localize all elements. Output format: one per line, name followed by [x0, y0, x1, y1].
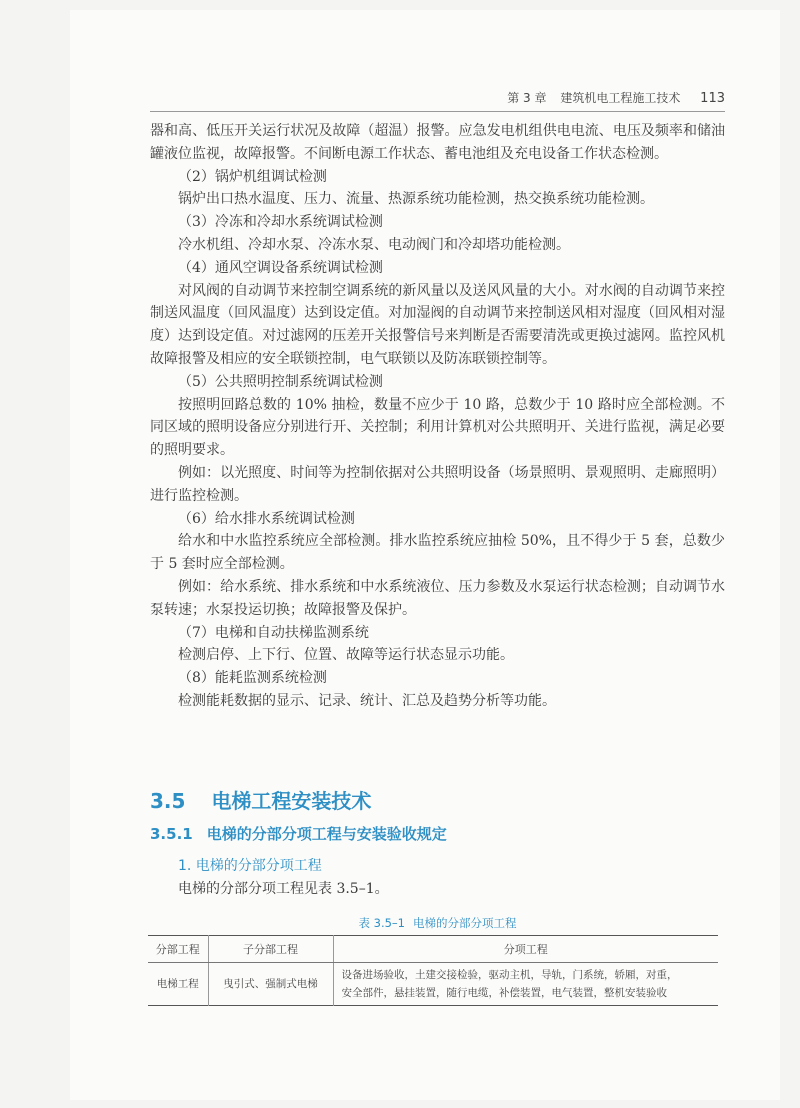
- paragraph: 例如：以光照度、时间等为控制依据对公共照明设备（场景照明、景观照明、走廊照明）进行监控检测。: [150, 464, 725, 504]
- table-row: [148, 963, 718, 1006]
- paragraph: 检测能耗数据的显示、记录、统计、汇总及趋势分析等功能。: [178, 692, 556, 709]
- cell-division: 电梯工程: [148, 963, 208, 1006]
- paragraph: 锅炉出口热水温度、压力、流量、热源系统功能检测，热交换系统功能检测。: [178, 191, 654, 208]
- item-heading-7: （7）电梯和自动扶梯监测系统: [178, 624, 369, 641]
- header-subdivision: 子分部工程: [208, 936, 333, 963]
- subsection-heading: [150, 823, 447, 844]
- subsection-title: 电梯的分部分项工程与安装验收规定: [206, 825, 447, 843]
- paragraph: 对风阀的自动调节来控制空调系统的新风量以及送风风量的大小。对水阀的自动调节来控制送风温度（回风温度）达到设定值。对加湿阀的自动调节来控制送风相对湿度（回风相对湿度）达到设定值。对过滤网的压差开关报警信号来判断是否需要清洗或更换过滤网。监控风机故障报警及相应的安全联锁控制，电气联锁以及防冻联锁控制等。: [150, 282, 725, 367]
- elevator-works-table: [148, 935, 718, 1006]
- table-reference: 电梯的分部分项工程见表 3.5–1。: [178, 881, 389, 897]
- body-text: [150, 120, 725, 713]
- table-header-row: [148, 936, 718, 963]
- item-heading-5: （5）公共照明控制系统调试检测: [178, 373, 383, 390]
- table-number: 表 3.5–1: [358, 916, 405, 930]
- item-heading-2: （2）锅炉机组调试检测: [178, 168, 327, 185]
- item-heading-3: （3）冷冻和冷却水系统调试检测: [178, 214, 383, 231]
- cell-items: [333, 963, 718, 1006]
- cell-items-line: 安全部件，悬挂装置，随行电缆，补偿装置，电气装置，整机安装验收: [341, 987, 667, 999]
- running-header: [150, 89, 725, 112]
- paragraph: 给水和中水监控系统应全部检测。排水监控系统应抽检 50%，且不得少于 5 套，总数少于 5 套时应全部检测。: [150, 533, 725, 573]
- header-items: 分项工程: [333, 936, 718, 963]
- section-heading: [150, 785, 371, 814]
- item-heading-4: （4）通风空调设备系统调试检测: [178, 259, 383, 276]
- chapter-title: 建筑机电工程施工技术: [560, 91, 681, 105]
- paragraph: 检测启停、上下行、位置、故障等运行状态显示功能。: [178, 647, 514, 664]
- item-heading-6: （6）给水排水系统调试检测: [178, 510, 355, 527]
- page-number: 113: [700, 91, 725, 106]
- paragraph: 例如：给水系统、排水系统和中水系统液位、压力参数及水泵运行状态检测；自动调节水泵转速；水泵投运切换；故障报警及保护。: [150, 578, 725, 618]
- subsection-number: 3.5.1: [150, 825, 193, 843]
- section-number: 3.5: [150, 789, 186, 813]
- header-division: 分部工程: [148, 936, 208, 963]
- cell-items-line: 设备进场验收，土建交接检验，驱动主机，导轨，门系统，轿厢，对重，: [341, 969, 678, 981]
- item-heading: 1. 电梯的分部分项工程: [178, 858, 322, 874]
- paragraph: 按照明回路总数的 10% 抽检，数量不应少于 10 路，总数少于 10 路时应全部检测。不同区域的照明设备应分别进行开、关控制；利用计算机对公共照明开、关进行监视，满足必要的照明要求。: [150, 396, 725, 459]
- cell-subdivision: 曳引式、强制式电梯: [208, 963, 333, 1006]
- paragraph: 器和高、低压开关运行状况及故障（超温）报警。应急发电机组供电电流、电压及频率和储油罐液位监视，故障报警。不间断电源工作状态、蓄电池组及充电设备工作状态检测。: [150, 123, 725, 162]
- paragraph: 冷水机组、冷却水泵、冷冻水泵、电动阀门和冷却塔功能检测。: [178, 236, 570, 253]
- chapter-number: 第 3 章: [507, 91, 547, 105]
- item-heading-8: （8）能耗监测系统检测: [178, 670, 327, 687]
- table-caption: [150, 915, 725, 931]
- table-title: 电梯的分部分项工程: [413, 916, 517, 930]
- section-title: 电梯工程安装技术: [211, 789, 372, 813]
